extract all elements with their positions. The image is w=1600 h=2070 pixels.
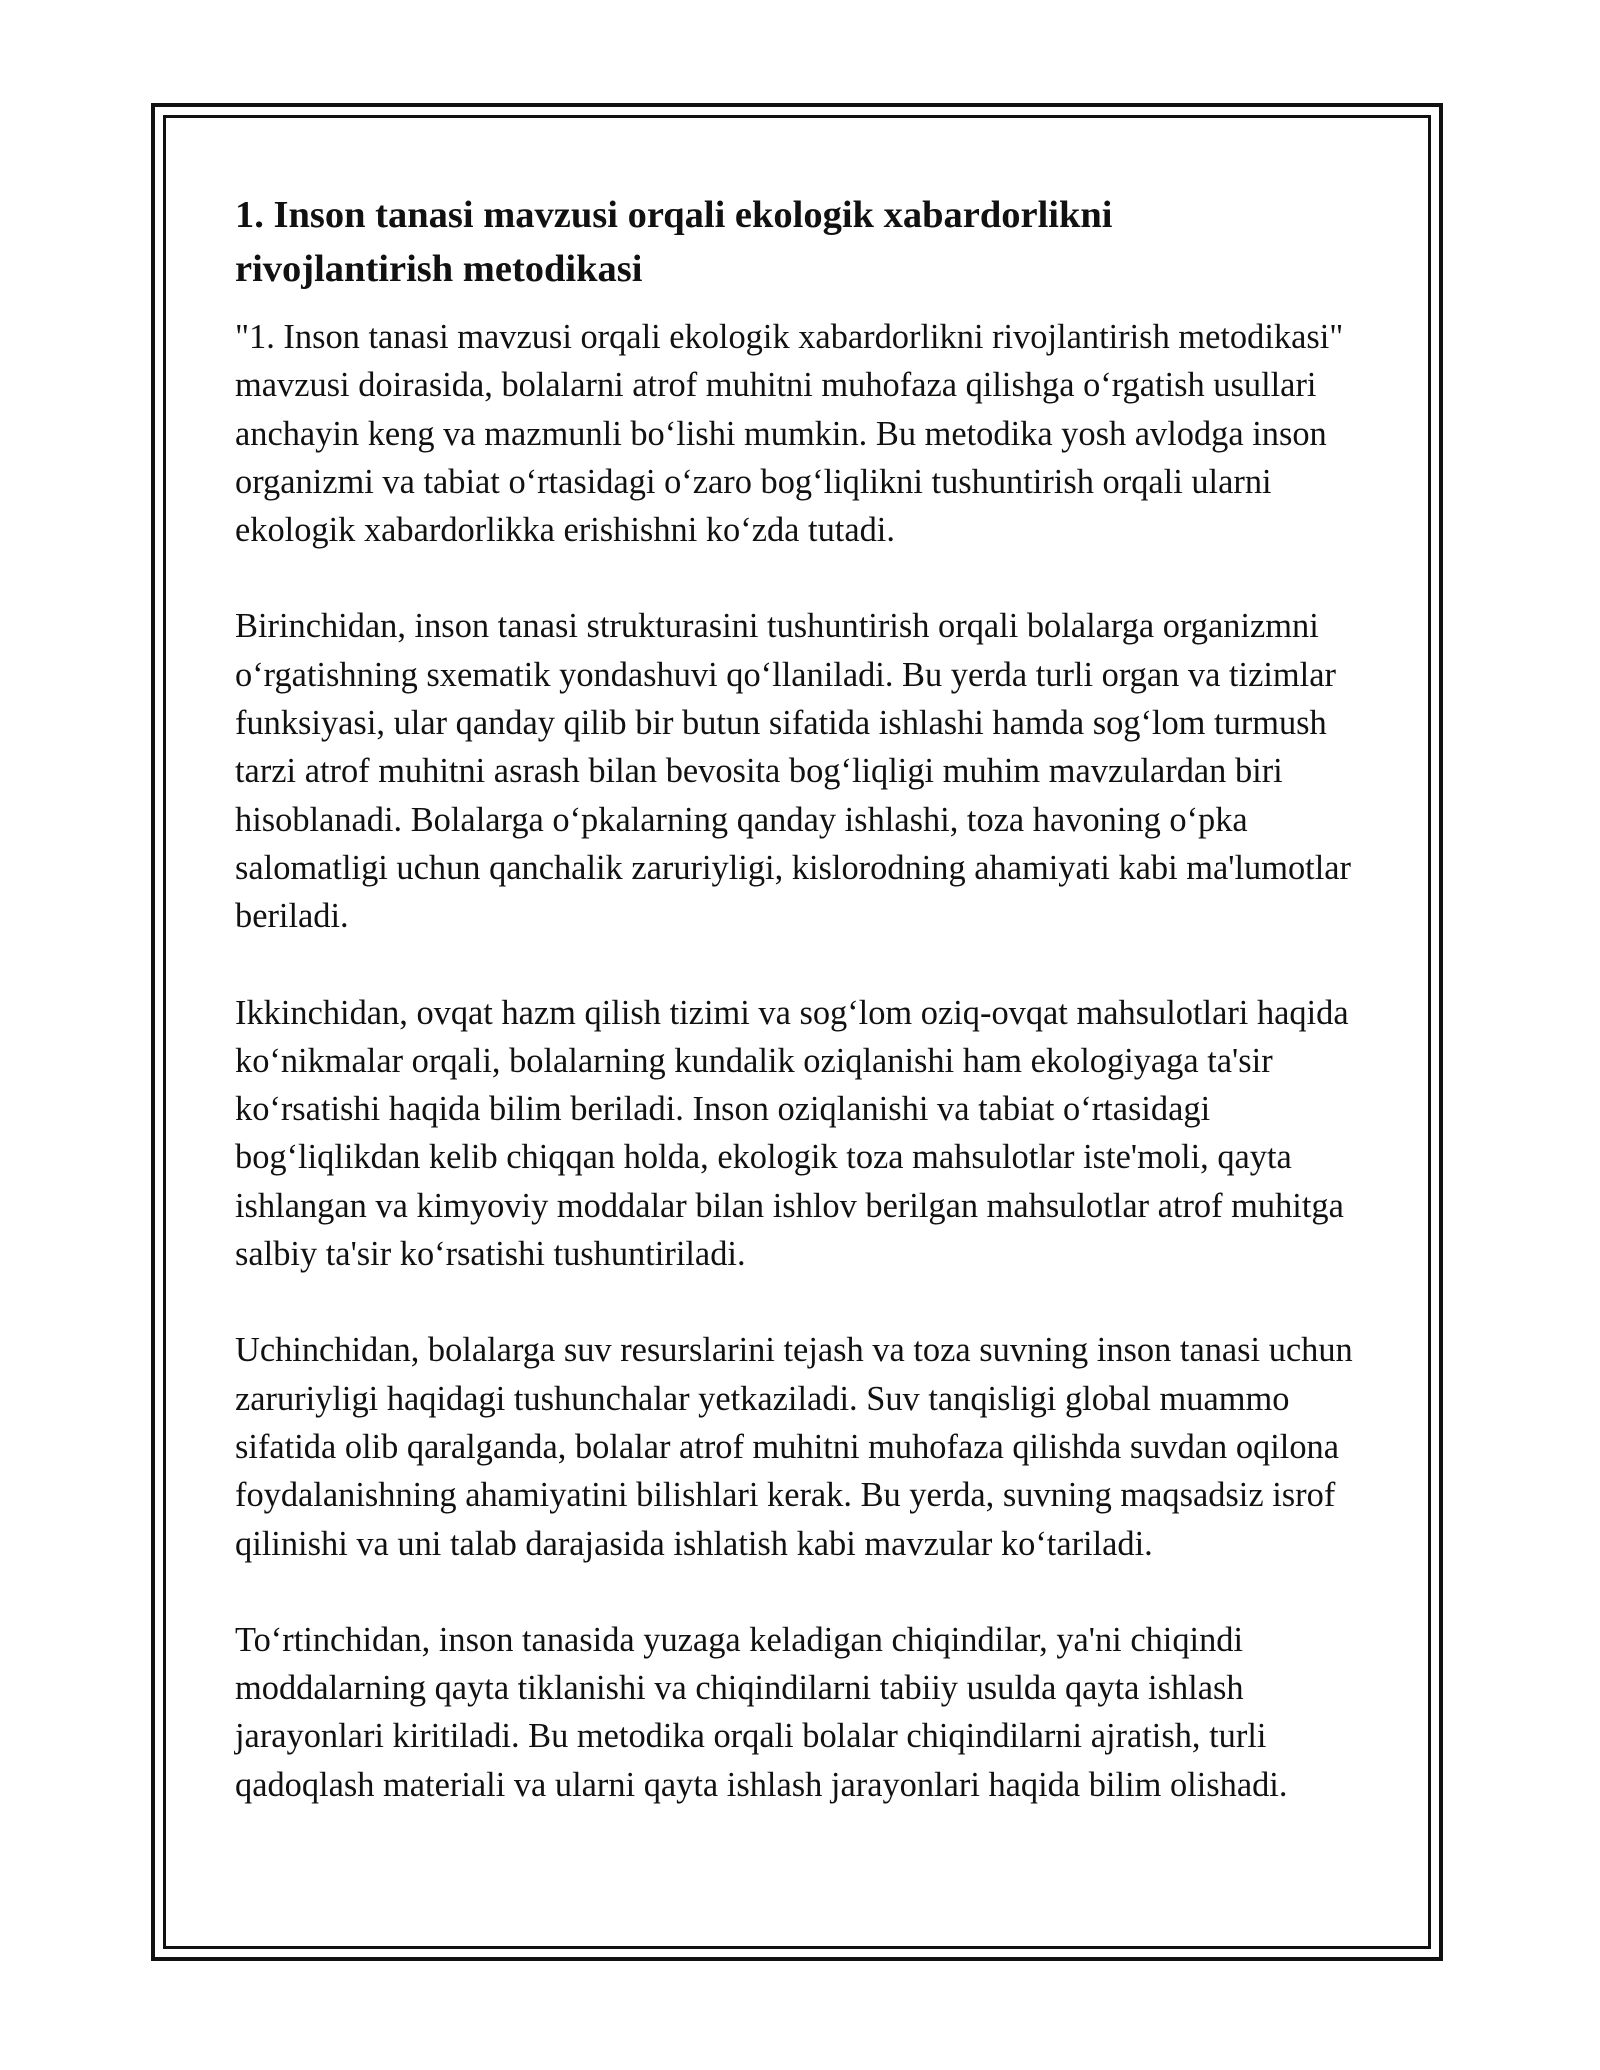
paragraph-fourth: To‘rtinchidan, inson tanasida yuzaga keladigan chiqindilar, ya'ni chiqindi moddalarning qayta tiklanishi va chiqindilarni tabiiy usulda qayta ishlash jarayonlari kiritiladi. Bu metodika orqali bolalar chiqindilarni ajratish, turli qadoqlash materiali va ularni qayta ishlash jarayonlari haqida bilim olishadi.: [235, 1620, 1288, 1804]
paragraph-second: Ikkinchidan, ovqat hazm qilish tizimi va sog‘lom oziq-ovqat mahsulotlari haqida ko‘nikmalar orqali, bolalarning kundalik oziqlanishi ham ekologiyaga ta'sir ko‘rsatishi haqida bilim beriladi. Inson oziqlanishi va tabiat o‘rtasidagi bog‘liqlikdan kelib chiqqan holda, ekologik toza mahsulotlar iste'moli, qayta ishlangan va kimyoviy moddalar bilan ishlov berilgan mahsulotlar atrof muhitga salbiy ta'sir ko‘rsatishi tushuntiriladi.: [235, 993, 1349, 1274]
paragraph-third: Uchinchidan, bolalarga suv resurslarini tejash va toza suvning inson tanasi uchun zaruriyligi haqidagi tushunchalar yetkaziladi. Suv tanqisligi global muammo sifatida olib qaralganda, bolalar atrof muhitni muhofaza qilishda suvdan oqilona foydalanishning ahamiyatini bilishlari kerak. Bu yerda, suvning maqsadsiz isrof qilinishi va uni talab darajasida ishlatish kabi mavzular ko‘tariladi.: [235, 1331, 1353, 1563]
section-heading: 1. Inson tanasi mavzusi orqali ekologik xabardorlikni rivojlantirish metodikasi: [235, 194, 1113, 290]
document-body: [235, 188, 1375, 1809]
paragraph-first: Birinchidan, inson tanasi strukturasini tushuntirish orqali bolalarga organizmni o‘rgatishning sxematik yondashuvi qo‘llaniladi. Bu yerda turli organ va tizimlar funksiyasi, ular qanday qilib bir butun sifatida ishlashi hamda sog‘lom turmush tarzi atrof muhitni asrash bilan bevosita bog‘liqligi muhim mavzulardan biri hisoblanadi. Bolalarga o‘pkalarning qanday ishlashi, toza havoning o‘pka salomatligi uchun qanchalik zaruriyligi, kislorodning ahamiyati kabi ma'lumotlar beriladi.: [235, 607, 1351, 936]
paragraph-intro: "1. Inson tanasi mavzusi orqali ekologik xabardorlikni rivojlantirish metodikasi" mavzusi doirasida, bolalarni atrof muhitni muhofaza qilishga o‘rgatish usullari anchayin keng va mazmunli bo‘lishi mumkin. Bu metodika yosh avlodga inson organizmi va tabiat o‘rtasidagi o‘zaro bog‘liqlikni tushuntirish orqali ularni ekologik xabardorlikka erishishni ko‘zda tutadi.: [235, 318, 1344, 550]
